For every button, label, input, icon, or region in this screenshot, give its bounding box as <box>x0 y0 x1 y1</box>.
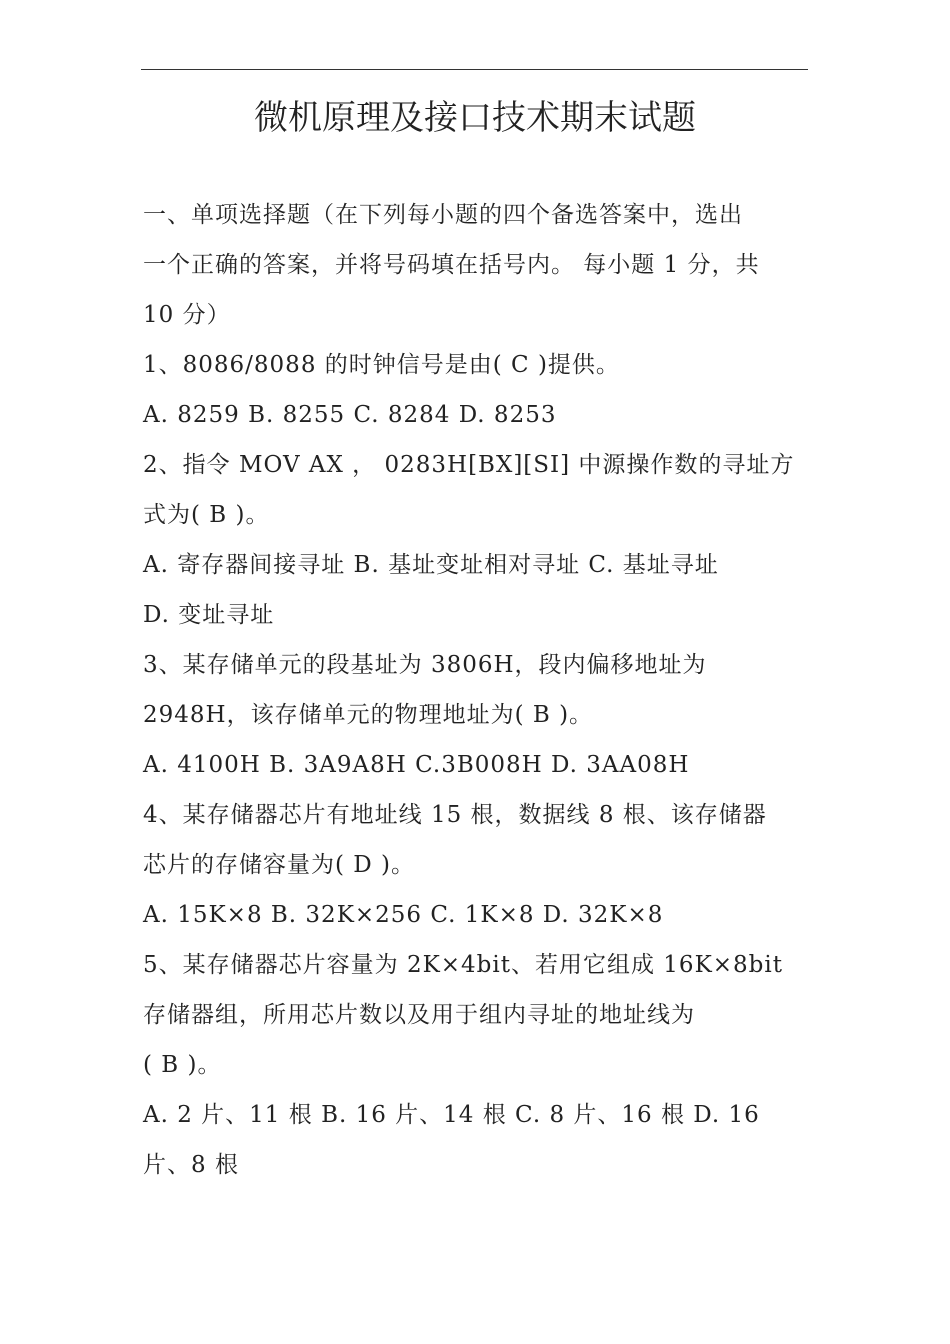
text-line: 存储器组，所用芯片数以及用于组内寻址的地址线为 <box>143 1002 695 1028</box>
text-line: A. 15K×8 B. 32K×256 C. 1K×8 D. 32K×8 <box>143 902 664 928</box>
text-line: 芯片的存储容量为( D )。 <box>143 852 416 878</box>
text-line: 10 分） <box>143 302 231 328</box>
text-line: 5、某存储器芯片容量为 2K×4bit、若用它组成 16K×8bit <box>143 952 783 978</box>
header-rule <box>141 69 808 70</box>
text-line: 2948H，该存储单元的物理地址为( B )。 <box>143 702 594 728</box>
text-line: 片、8 根 <box>143 1152 239 1178</box>
exam-body <box>143 190 803 1190</box>
text-line: 一、单项选择题（在下列每小题的四个备选答案中，选出 <box>143 202 743 228</box>
page-title: 微机原理及接口技术期末试题 <box>254 98 696 138</box>
text-line: D. 变址寻址 <box>143 602 275 628</box>
text-line: A. 2 片、11 根 B. 16 片、14 根 C. 8 片、16 根 D. 16 <box>143 1102 760 1128</box>
text-line: 4、某存储器芯片有地址线 15 根，数据线 8 根、该存储器 <box>143 802 767 828</box>
text-line: ( B )。 <box>143 1052 222 1078</box>
text-line: A. 4100H B. 3A9A8H C.3B008H D. 3AA08H <box>143 752 690 778</box>
text-line: 一个正确的答案，并将号码填在括号内。 每小题 1 分，共 <box>143 252 760 278</box>
text-line: 3、某存储单元的段基址为 3806H，段内偏移地址为 <box>143 652 707 678</box>
text-line: A. 8259 B. 8255 C. 8284 D. 8253 <box>143 402 557 428</box>
text-line: 式为( B )。 <box>143 502 270 528</box>
text-line: A. 寄存器间接寻址 B. 基址变址相对寻址 C. 基址寻址 <box>143 552 719 578</box>
text-line: 2、指令 MOV AX ， 0283H[BX][SI] 中源操作数的寻址方 <box>143 452 795 478</box>
text-line: 1、8086/8088 的时钟信号是由( C )提供。 <box>143 352 620 378</box>
